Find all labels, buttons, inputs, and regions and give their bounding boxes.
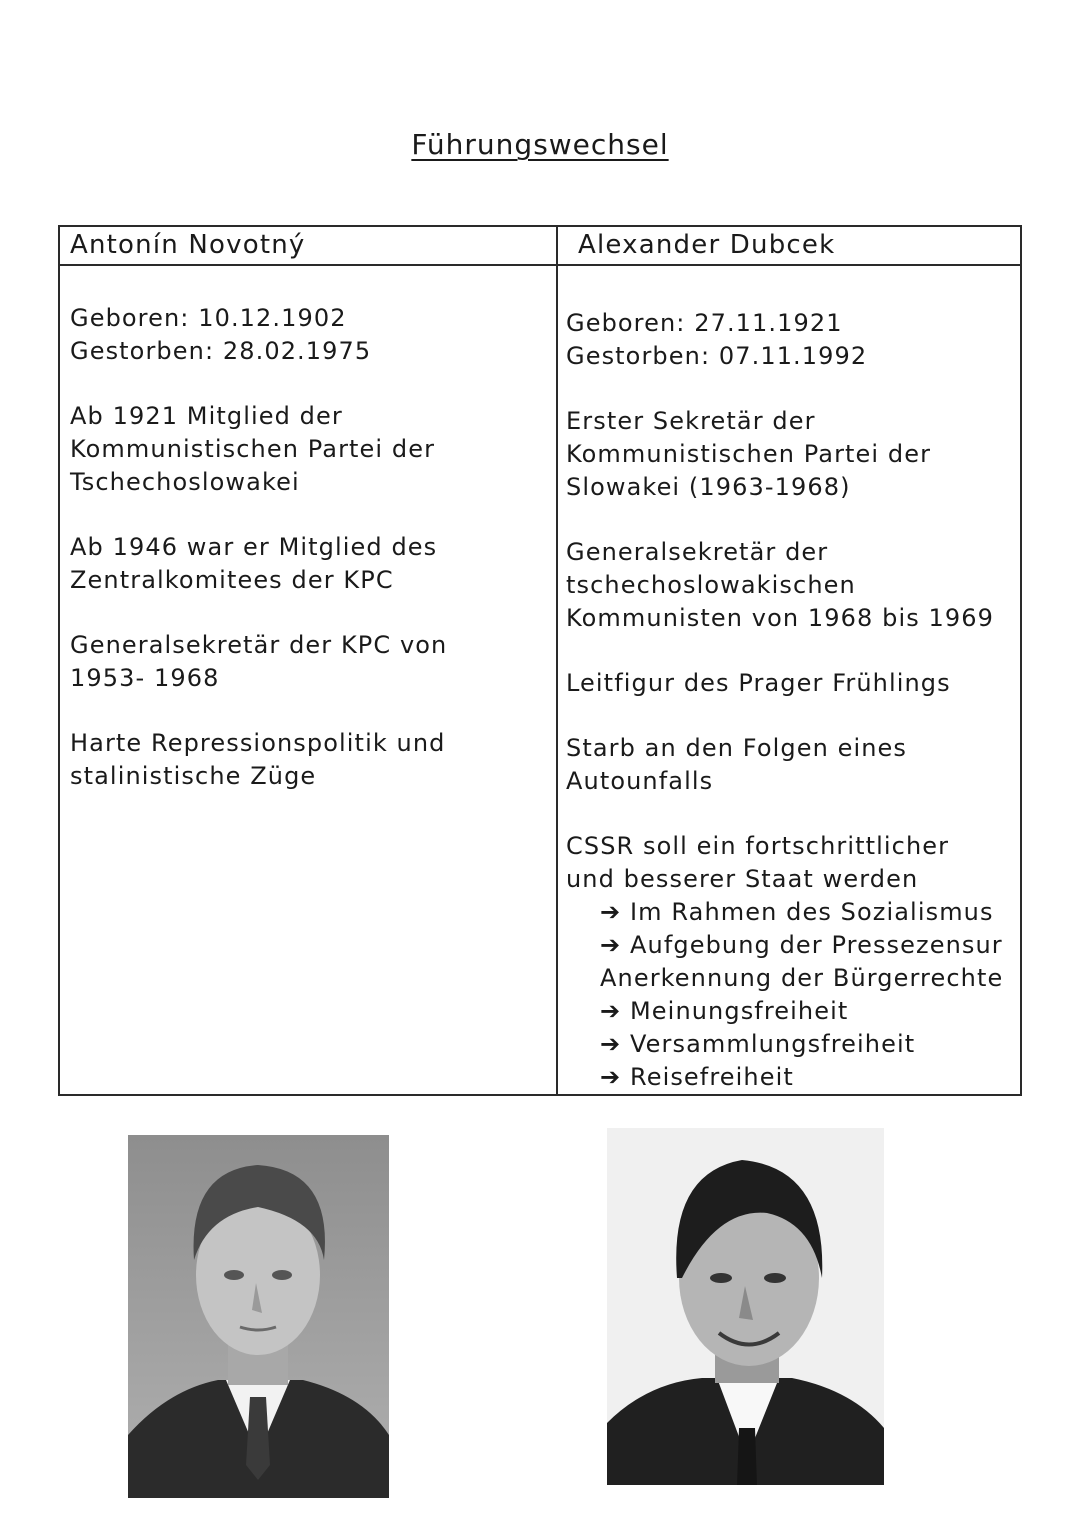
text-line: Kommunistischen Partei der [566, 440, 932, 468]
paragraph [70, 400, 548, 499]
portrait-dubcek [607, 1128, 884, 1485]
header-novotny: Antonín Novotný [59, 226, 557, 265]
death-date: Gestorben: 07.11.1992 [566, 342, 868, 370]
paragraph [566, 732, 1012, 798]
bullet-item [566, 995, 1012, 1028]
header-dubcek: Alexander Dubcek [557, 226, 1021, 265]
arrow-icon: ➔ [600, 997, 622, 1025]
text-line: 1953- 1968 [70, 664, 220, 692]
arrow-icon: ➔ [600, 931, 622, 959]
paragraph [566, 830, 1012, 1094]
bullet-text: Versammlungsfreiheit [630, 1030, 916, 1058]
bullet-text: Im Rahmen des Sozialismus [630, 898, 994, 926]
text-line: tschechoslowakischen [566, 571, 856, 599]
text-line: Generalsekretär der KPC von [70, 631, 448, 659]
bullet-text: Meinungsfreiheit [630, 997, 849, 1025]
page-title: Führungswechsel [411, 128, 669, 161]
bullet-item [566, 896, 1012, 929]
bullet-item [566, 1028, 1012, 1061]
text-line: stalinistische Züge [70, 762, 317, 790]
birth-date: Geboren: 27.11.1921 [566, 309, 843, 337]
text-line: Starb an den Folgen eines [566, 734, 908, 762]
paragraph [566, 536, 1012, 635]
paragraph [70, 531, 548, 597]
text-line: Kommunisten von 1968 bis 1969 [566, 604, 995, 632]
column-dubcek [557, 265, 1021, 1095]
text-line: und besserer Staat werden [566, 865, 919, 893]
bullet-text: Aufgebung der Pressezensur [630, 931, 1003, 959]
death-date: Gestorben: 28.02.1975 [70, 337, 372, 365]
arrow-icon: ➔ [600, 898, 622, 926]
arrow-icon: ➔ [600, 1063, 622, 1091]
text-line: Erster Sekretär der [566, 407, 816, 435]
paragraph [70, 727, 548, 793]
text-line: CSSR soll ein fortschrittlicher [566, 832, 950, 860]
paragraph [566, 667, 1012, 700]
text-line: Harte Repressionspolitik und [70, 729, 446, 757]
comparison-table [58, 225, 1022, 1096]
bullet-continuation: Anerkennung der Bürgerrechte [600, 964, 1004, 992]
text-line: Slowakei (1963-1968) [566, 473, 851, 501]
text-line: Zentralkomitees der KPC [70, 566, 394, 594]
portrait-novotny-image [128, 1135, 389, 1498]
dates-block [566, 307, 1012, 373]
text-line: Leitfigur des Prager Frühlings [566, 669, 951, 697]
paragraph [566, 405, 1012, 504]
birth-date: Geboren: 10.12.1902 [70, 304, 347, 332]
arrow-icon: ➔ [600, 1030, 622, 1058]
text-line: Kommunistischen Partei der [70, 435, 436, 463]
text-line: Ab 1921 Mitglied der [70, 402, 343, 430]
paragraph [70, 629, 548, 695]
text-line: Generalsekretär der [566, 538, 829, 566]
text-line: Ab 1946 war er Mitglied des [70, 533, 438, 561]
text-line: Autounfalls [566, 767, 714, 795]
column-novotny [59, 265, 557, 1095]
dates-block [70, 302, 548, 368]
bullet-item [566, 1061, 1012, 1094]
text-line: Tschechoslowakei [70, 468, 300, 496]
portrait-novotny [128, 1135, 389, 1498]
bullet-item [566, 929, 1012, 962]
portrait-dubcek-image [607, 1128, 884, 1485]
bullet-text: Reisefreiheit [630, 1063, 794, 1091]
